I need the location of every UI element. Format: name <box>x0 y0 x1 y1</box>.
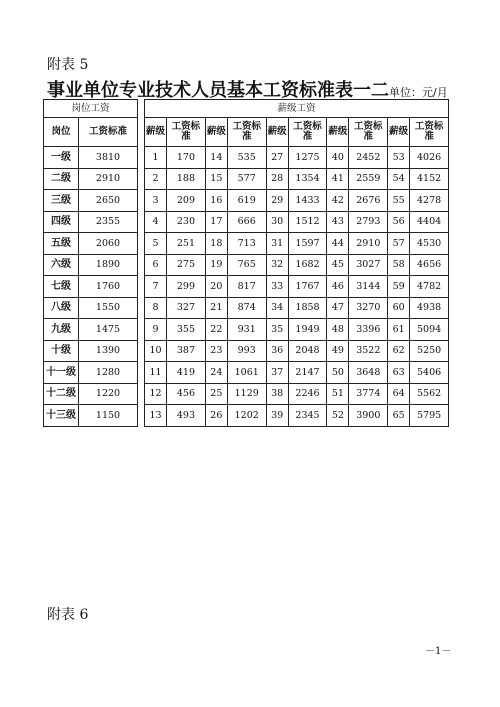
grade-cell: 三级 <box>44 190 79 212</box>
level-cell: 5 <box>145 233 167 255</box>
salary-cell: 1858 <box>288 297 327 319</box>
level-cell: 6 <box>145 254 167 276</box>
salary-cell: 3774 <box>349 383 388 405</box>
level-cell: 63 <box>388 362 410 384</box>
salary-cell: 2060 <box>79 233 138 255</box>
col-grade-header: 岗位 <box>44 118 79 147</box>
level-cell: 51 <box>327 383 349 405</box>
level-cell: 4 <box>145 211 167 233</box>
table-row <box>145 233 449 255</box>
salary-cell: 419 <box>167 362 206 384</box>
page-number: －1－ <box>425 646 452 657</box>
salary-cell: 4530 <box>410 233 449 255</box>
level-cell: 1 <box>145 147 167 169</box>
level-cell: 24 <box>205 362 227 384</box>
col-standard-header: 工资标准 <box>227 118 266 147</box>
level-cell: 57 <box>388 233 410 255</box>
level-cell: 54 <box>388 168 410 190</box>
salary-cell: 1949 <box>288 319 327 341</box>
level-cell: 16 <box>205 190 227 212</box>
salary-cell: 3144 <box>349 276 388 298</box>
level-cell: 40 <box>327 147 349 169</box>
table-row <box>145 147 449 169</box>
level-cell: 62 <box>388 340 410 362</box>
level-cell: 9 <box>145 319 167 341</box>
level-cell: 18 <box>205 233 227 255</box>
salary-cell: 2355 <box>79 211 138 233</box>
level-cell: 48 <box>327 319 349 341</box>
salary-cell: 355 <box>167 319 206 341</box>
salary-cell: 3648 <box>349 362 388 384</box>
table-row <box>145 340 449 362</box>
salary-cell: 3270 <box>349 297 388 319</box>
table-row <box>44 319 138 341</box>
salary-cell: 3396 <box>349 319 388 341</box>
salary-cell: 4656 <box>410 254 449 276</box>
table-row <box>44 233 138 255</box>
col-level-header: 薪级 <box>205 118 227 147</box>
salary-cell: 2452 <box>349 147 388 169</box>
salary-cell: 387 <box>167 340 206 362</box>
grade-cell: 十三级 <box>44 405 79 427</box>
level-cell: 32 <box>266 254 288 276</box>
salary-cell: 2246 <box>288 383 327 405</box>
col-standard-header: 工资标准 <box>167 118 206 147</box>
salary-cell: 251 <box>167 233 206 255</box>
level-cell: 44 <box>327 233 349 255</box>
salary-cell: 299 <box>167 276 206 298</box>
level-cell: 43 <box>327 211 349 233</box>
salary-cell: 3027 <box>349 254 388 276</box>
level-cell: 3 <box>145 190 167 212</box>
salary-cell: 765 <box>227 254 266 276</box>
level-cell: 56 <box>388 211 410 233</box>
salary-cell: 5250 <box>410 340 449 362</box>
table-row <box>44 297 138 319</box>
table-row <box>44 405 138 427</box>
level-salary-header: 薪级工资 <box>145 100 449 118</box>
level-cell: 25 <box>205 383 227 405</box>
level-cell: 29 <box>266 190 288 212</box>
table-row <box>145 362 449 384</box>
level-cell: 27 <box>266 147 288 169</box>
table-row <box>145 405 449 427</box>
table-row <box>145 168 449 190</box>
level-cell: 14 <box>205 147 227 169</box>
salary-cell: 713 <box>227 233 266 255</box>
grade-cell: 五级 <box>44 233 79 255</box>
grade-cell: 七级 <box>44 276 79 298</box>
level-cell: 45 <box>327 254 349 276</box>
level-cell: 55 <box>388 190 410 212</box>
salary-cell: 1682 <box>288 254 327 276</box>
table-row <box>145 297 449 319</box>
salary-cell: 1475 <box>79 319 138 341</box>
table-row <box>44 254 138 276</box>
salary-cell: 275 <box>167 254 206 276</box>
salary-cell: 2676 <box>349 190 388 212</box>
level-cell: 52 <box>327 405 349 427</box>
salary-cell: 456 <box>167 383 206 405</box>
col-level-header: 薪级 <box>388 118 410 147</box>
grade-cell: 六级 <box>44 254 79 276</box>
salary-cell: 327 <box>167 297 206 319</box>
salary-cell: 170 <box>167 147 206 169</box>
level-cell: 10 <box>145 340 167 362</box>
col-level-header: 薪级 <box>327 118 349 147</box>
salary-cell: 666 <box>227 211 266 233</box>
position-salary-header: 岗位工资 <box>44 100 138 118</box>
salary-cell: 535 <box>227 147 266 169</box>
col-level-header: 薪级 <box>266 118 288 147</box>
salary-cell: 931 <box>227 319 266 341</box>
level-cell: 33 <box>266 276 288 298</box>
level-cell: 49 <box>327 340 349 362</box>
salary-cell: 188 <box>167 168 206 190</box>
table-row <box>145 276 449 298</box>
level-cell: 46 <box>327 276 349 298</box>
salary-cell: 3900 <box>349 405 388 427</box>
salary-cell: 4026 <box>410 147 449 169</box>
salary-cell: 1150 <box>79 405 138 427</box>
table-row <box>44 340 138 362</box>
level-cell: 65 <box>388 405 410 427</box>
table-row <box>145 211 449 233</box>
col-level-header: 薪级 <box>145 118 167 147</box>
col-standard-header: 工资标准 <box>410 118 449 147</box>
salary-cell: 1890 <box>79 254 138 276</box>
salary-cell: 1220 <box>79 383 138 405</box>
salary-cell: 230 <box>167 211 206 233</box>
grade-cell: 二级 <box>44 168 79 190</box>
level-cell: 7 <box>145 276 167 298</box>
level-cell: 8 <box>145 297 167 319</box>
grade-cell: 十级 <box>44 340 79 362</box>
salary-cell: 3810 <box>79 147 138 169</box>
position-salary-table <box>43 99 138 427</box>
salary-cell: 1390 <box>79 340 138 362</box>
level-cell: 19 <box>205 254 227 276</box>
salary-cell: 209 <box>167 190 206 212</box>
salary-cell: 817 <box>227 276 266 298</box>
salary-cell: 4404 <box>410 211 449 233</box>
salary-cell: 2559 <box>349 168 388 190</box>
level-cell: 21 <box>205 297 227 319</box>
salary-cell: 2910 <box>79 168 138 190</box>
level-cell: 38 <box>266 383 288 405</box>
salary-cell: 5406 <box>410 362 449 384</box>
level-cell: 36 <box>266 340 288 362</box>
salary-cell: 4278 <box>410 190 449 212</box>
table-row <box>44 211 138 233</box>
salary-cell: 2650 <box>79 190 138 212</box>
level-cell: 60 <box>388 297 410 319</box>
salary-cell: 1433 <box>288 190 327 212</box>
level-cell: 28 <box>266 168 288 190</box>
table-row <box>145 254 449 276</box>
salary-cell: 1061 <box>227 362 266 384</box>
level-cell: 39 <box>266 405 288 427</box>
level-cell: 50 <box>327 362 349 384</box>
level-cell: 34 <box>266 297 288 319</box>
level-cell: 23 <box>205 340 227 362</box>
col-standard-header: 工资标准 <box>288 118 327 147</box>
salary-cell: 1275 <box>288 147 327 169</box>
level-cell: 2 <box>145 168 167 190</box>
salary-cell: 993 <box>227 340 266 362</box>
table-row <box>44 147 138 169</box>
level-cell: 37 <box>266 362 288 384</box>
attachment-label-top: 附表 5 <box>47 57 89 73</box>
salary-cell: 4782 <box>410 276 449 298</box>
salary-cell: 1767 <box>288 276 327 298</box>
salary-cell: 577 <box>227 168 266 190</box>
attachment-label-bottom: 附表 6 <box>47 607 89 623</box>
table-row <box>145 383 449 405</box>
salary-cell: 5094 <box>410 319 449 341</box>
table-row <box>145 319 449 341</box>
table-row <box>44 362 138 384</box>
grade-cell: 九级 <box>44 319 79 341</box>
level-cell: 17 <box>205 211 227 233</box>
level-cell: 12 <box>145 383 167 405</box>
table-row <box>44 190 138 212</box>
level-cell: 41 <box>327 168 349 190</box>
salary-cell: 1354 <box>288 168 327 190</box>
grade-cell: 八级 <box>44 297 79 319</box>
col-standard-header: 工资标准 <box>79 118 138 147</box>
level-cell: 26 <box>205 405 227 427</box>
salary-cell: 1202 <box>227 405 266 427</box>
table-row <box>44 383 138 405</box>
level-cell: 31 <box>266 233 288 255</box>
level-cell: 53 <box>388 147 410 169</box>
salary-cell: 2793 <box>349 211 388 233</box>
salary-cell: 1550 <box>79 297 138 319</box>
unit-label: 单位：元/月 <box>389 86 448 99</box>
page-title: 事业单位专业技术人员基本工资标准表一二 <box>47 80 389 101</box>
salary-cell: 874 <box>227 297 266 319</box>
level-cell: 58 <box>388 254 410 276</box>
salary-cell: 493 <box>167 405 206 427</box>
level-cell: 15 <box>205 168 227 190</box>
salary-cell: 5562 <box>410 383 449 405</box>
col-standard-header: 工资标准 <box>349 118 388 147</box>
salary-cell: 1512 <box>288 211 327 233</box>
table-row <box>44 168 138 190</box>
level-cell: 20 <box>205 276 227 298</box>
salary-cell: 2147 <box>288 362 327 384</box>
level-cell: 11 <box>145 362 167 384</box>
level-salary-table <box>144 99 449 427</box>
grade-cell: 十一级 <box>44 362 79 384</box>
salary-cell: 3522 <box>349 340 388 362</box>
level-cell: 42 <box>327 190 349 212</box>
level-cell: 47 <box>327 297 349 319</box>
table-row <box>145 190 449 212</box>
salary-cell: 2345 <box>288 405 327 427</box>
table-row <box>44 276 138 298</box>
salary-cell: 5795 <box>410 405 449 427</box>
grade-cell: 四级 <box>44 211 79 233</box>
salary-cell: 2048 <box>288 340 327 362</box>
salary-cell: 1129 <box>227 383 266 405</box>
level-cell: 59 <box>388 276 410 298</box>
salary-cell: 4152 <box>410 168 449 190</box>
level-cell: 30 <box>266 211 288 233</box>
grade-cell: 一级 <box>44 147 79 169</box>
level-cell: 61 <box>388 319 410 341</box>
level-cell: 64 <box>388 383 410 405</box>
salary-cell: 2910 <box>349 233 388 255</box>
grade-cell: 十二级 <box>44 383 79 405</box>
salary-cell: 4938 <box>410 297 449 319</box>
level-cell: 35 <box>266 319 288 341</box>
level-cell: 13 <box>145 405 167 427</box>
salary-cell: 1597 <box>288 233 327 255</box>
salary-cell: 1280 <box>79 362 138 384</box>
level-cell: 22 <box>205 319 227 341</box>
salary-cell: 619 <box>227 190 266 212</box>
salary-cell: 1760 <box>79 276 138 298</box>
